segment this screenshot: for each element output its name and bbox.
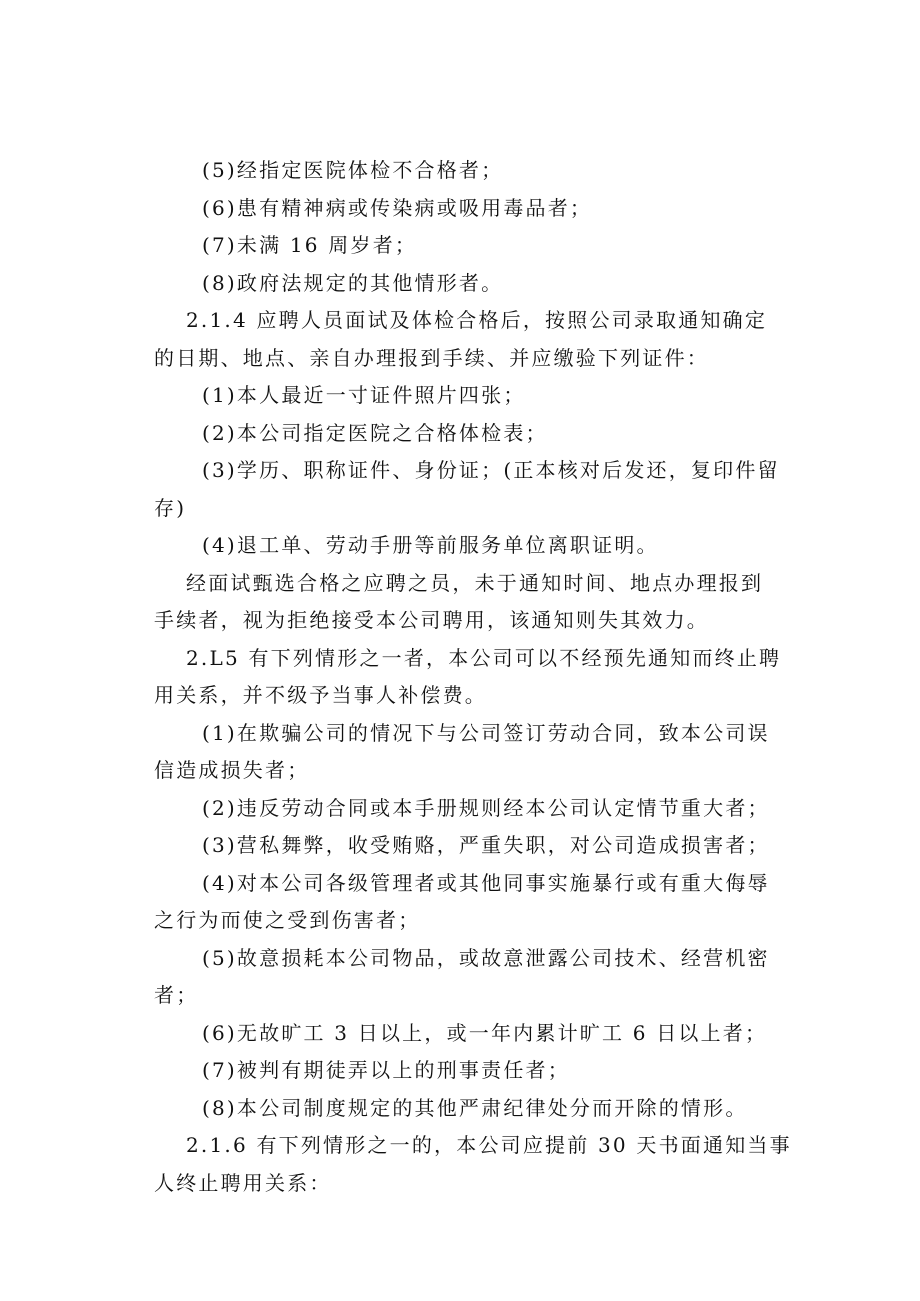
paragraph <box>154 565 766 640</box>
paragraph-line: (1)本人最近一寸证件照片四张； <box>202 383 526 407</box>
paragraph-continuation-line: 用关系，并不级予当事人补偿费。 <box>154 683 487 707</box>
paragraph <box>154 152 766 190</box>
paragraph <box>154 1015 766 1053</box>
paragraph-line: 2.L5 有下列情形之一者，本公司可以不经预先通知而终止聘 <box>186 645 782 670</box>
paragraph-line: 经面试甄选合格之应聘之员，未于通知时间、地点办理报到 <box>186 570 764 595</box>
paragraph-line: 2.1.6 有下列情形之一的，本公司应提前 30 天书面通知当事 <box>186 1133 792 1157</box>
paragraph <box>154 1127 792 1202</box>
paragraph-line: (7)被判有期徒弄以上的刑事责任者； <box>202 1058 570 1082</box>
paragraph <box>154 377 766 415</box>
paragraph <box>154 527 766 565</box>
paragraph-continuation-line: 信造成损失者； <box>154 758 310 782</box>
paragraph <box>154 715 770 790</box>
paragraph <box>154 227 766 265</box>
paragraph <box>154 265 766 303</box>
paragraph <box>154 190 766 228</box>
paragraph-line: (1)在欺骗公司的情况下与公司签订劳动合同，致本公司误 <box>202 720 770 745</box>
paragraph-line: (8)政府法规定的其他情形者。 <box>202 270 504 295</box>
paragraph-line: 2.1.4 应聘人员面试及体检合格后，按照公司录取通知确定 <box>186 308 768 332</box>
paragraph-line: (6)患有精神病或传染病或吸用毒品者； <box>202 195 593 220</box>
paragraph-line: (7)未满 16 周岁者； <box>202 233 418 257</box>
paragraph-continuation-line: 之行为而使之受到伤害者； <box>154 908 421 932</box>
paragraph-line: (8)本公司制度规定的其他严肃纪律处分而开除的情形。 <box>202 1095 748 1120</box>
paragraph <box>154 1090 766 1128</box>
paragraph-continuation-line: 手续者，视为拒绝接受本公司聘用，该通知则失其效力。 <box>154 608 709 632</box>
paragraph-continuation-line: 者； <box>154 983 199 1007</box>
paragraph-line: (2)本公司指定医院之合格体检表； <box>202 420 548 445</box>
paragraph-continuation-line: 的日期、地点、亲自办理报到手续、并应缴验下列证件： <box>154 345 709 370</box>
paragraph <box>154 452 780 527</box>
paragraph <box>154 865 770 940</box>
paragraph-line: (2)违反劳动合同或本手册规则经本公司认定情节重大者； <box>202 795 770 820</box>
paragraph-line: (6)无故旷工 3 日以上，或一年内累计旷工 6 日以上者； <box>202 1020 768 1045</box>
paragraph-line: (5)经指定医院体检不合格者； <box>202 158 504 182</box>
paragraph <box>154 827 770 865</box>
paragraph-continuation-line: 人终止聘用关系： <box>154 1170 332 1195</box>
document-body <box>154 152 792 1202</box>
paragraph <box>154 302 766 377</box>
paragraph <box>154 415 766 453</box>
paragraph-line: (4)退工单、劳动手册等前服务单位离职证明。 <box>202 533 659 557</box>
paragraph <box>154 790 770 828</box>
paragraph <box>154 640 782 715</box>
paragraph-line: (4)对本公司各级管理者或其他同事实施暴行或有重大侮辱 <box>202 870 770 895</box>
paragraph-continuation-line: 存) <box>154 495 187 520</box>
paragraph-line: (3)学历、职称证件、身份证；(正本核对后发还，复印件留 <box>202 458 780 482</box>
paragraph <box>154 940 770 1015</box>
paragraph-line: (3)营私舞弊，收受贿赂，严重失职，对公司造成损害者； <box>202 833 770 857</box>
paragraph-line: (5)故意损耗本公司物品，或故意泄露公司技术、经营机密 <box>202 945 770 970</box>
paragraph <box>154 1052 766 1090</box>
